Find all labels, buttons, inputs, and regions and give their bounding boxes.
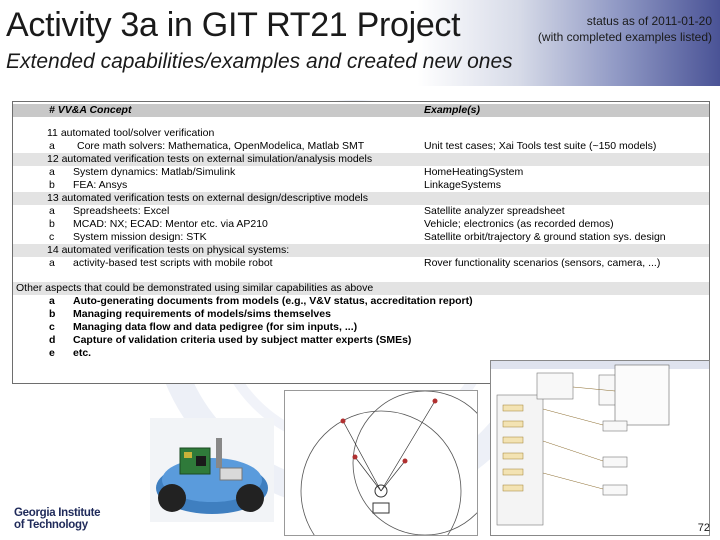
row-concept: 13 automated verification tests on external design/descriptive models: [47, 192, 369, 204]
table-row: [13, 257, 709, 270]
row-concept: 12 automated verification tests on external simulation/analysis models: [47, 153, 373, 165]
table-row: [13, 231, 709, 244]
status-line-note: (with completed examples listed): [537, 30, 712, 44]
row-letter: c: [49, 231, 55, 243]
row-concept: Auto-generating documents from models (e.g., V&V status, accreditation report): [73, 295, 473, 307]
row-example: Unit test cases; Xai Tools test suite (~150 models): [424, 140, 657, 152]
row-letter: b: [49, 308, 56, 320]
page-title: Activity 3a in GIT RT21 Project: [6, 6, 461, 44]
table-row: [13, 192, 709, 205]
table-row: [13, 140, 709, 153]
table-row: [13, 179, 709, 192]
row-letter: a: [49, 140, 55, 152]
table-row: [13, 244, 709, 257]
row-letter: b: [49, 179, 55, 191]
model-diagram-screenshot: [490, 360, 710, 536]
row-concept: Core math solvers: Mathematica, OpenModelica, Matlab SMT: [77, 140, 365, 152]
row-concept: Other aspects that could be demonstrated using similar capabilities as above: [16, 282, 374, 294]
table-row: [13, 153, 709, 166]
table-row: [13, 282, 709, 295]
table-row: [13, 295, 709, 308]
table-row: [13, 347, 709, 360]
georgia-tech-logo: [4, 507, 122, 533]
row-concept: MCAD: NX; ECAD: Mentor etc. via AP210: [73, 218, 268, 230]
row-concept: Managing requirements of models/sims themselves: [73, 308, 331, 320]
row-letter: a: [49, 295, 55, 307]
status-note: [522, 13, 712, 45]
logo-line-1: Georgia Institute: [14, 507, 101, 519]
row-example: Vehicle; electronics (as recorded demos): [424, 218, 614, 230]
row-letter: e: [49, 347, 55, 359]
row-example: Rover functionality scenarios (sensors, camera, ...): [424, 257, 661, 269]
row-example: Satellite orbit/trajectory & ground station sys. design: [424, 231, 666, 243]
row-letter: d: [49, 334, 56, 346]
row-letter: a: [49, 205, 55, 217]
row-concept: etc.: [73, 347, 92, 359]
orbit-diagram: [284, 390, 478, 536]
row-letter: a: [49, 166, 55, 178]
row-concept: System dynamics: Matlab/Simulink: [73, 166, 236, 178]
status-line-date: status as of 2011-01-20: [586, 14, 712, 28]
row-letter: b: [49, 218, 55, 230]
header-concept: # VV&A Concept: [49, 104, 132, 116]
table-row: [13, 205, 709, 218]
row-concept: Spreadsheets: Excel: [73, 205, 170, 217]
row-letter: c: [49, 321, 55, 333]
row-concept: 11 automated tool/solver verification: [47, 127, 215, 139]
vva-table: [12, 101, 710, 384]
table-row: [13, 218, 709, 231]
row-example: LinkageSystems: [424, 179, 502, 191]
row-concept: activity-based test scripts with mobile robot: [73, 257, 273, 269]
table-row: [13, 334, 709, 347]
row-letter: a: [49, 257, 55, 269]
table-row: [13, 321, 709, 334]
mobile-robot-photo: [150, 418, 274, 522]
logo-line-2: of Technology: [14, 519, 88, 531]
table-row: [13, 308, 709, 321]
row-concept: 14 automated verification tests on physical systems:: [47, 244, 290, 256]
page-number: 72: [697, 522, 710, 534]
table-row: [13, 166, 709, 179]
row-concept: Capture of validation criteria used by subject matter experts (SMEs): [73, 334, 412, 346]
row-concept: Managing data flow and data pedigree (for sim inputs, ...): [73, 321, 358, 333]
row-concept: FEA: Ansys: [73, 179, 128, 191]
table-header-row: [13, 104, 709, 117]
row-example: Satellite analyzer spreadsheet: [424, 205, 565, 217]
header-example: Example(s): [424, 104, 481, 116]
page-subtitle: Extended capabilities/examples and created new ones: [6, 50, 513, 73]
row-example: HomeHeatingSystem: [424, 166, 524, 178]
row-concept: System mission design: STK: [73, 231, 207, 243]
table-row: [13, 127, 709, 140]
